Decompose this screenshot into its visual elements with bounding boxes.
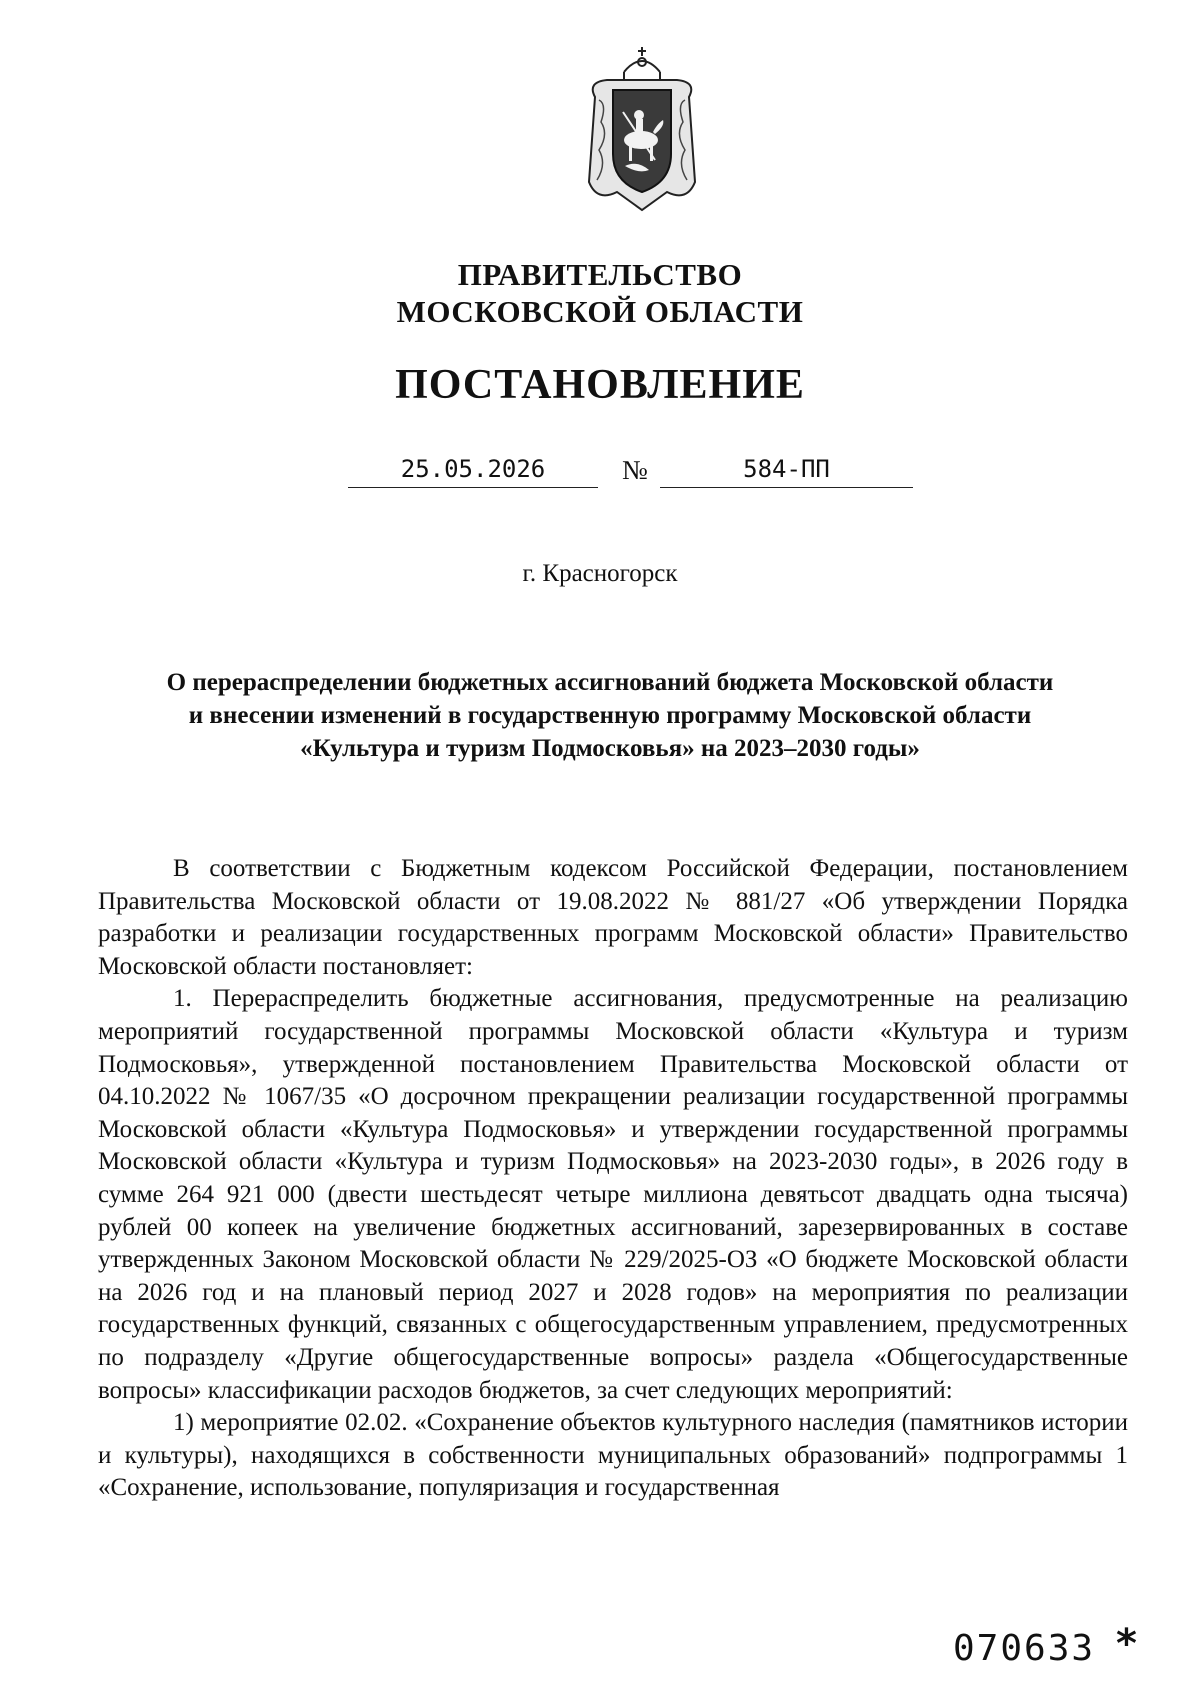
serial-number: 070633 xyxy=(953,1628,1096,1669)
document-type: ПОСТАНОВЛЕНИЕ xyxy=(395,362,805,408)
paragraph: В соответствии с Бюджетным кодексом Российской Федерации, постановлением Правительства Московской области от 19.08.2022 № 881/27 «Об утверждении Порядка разработки и реализации государственных программ Московской области» Правительство Московской области постановляет: xyxy=(98,855,1128,980)
document-date: 25.05.2026 xyxy=(348,455,598,488)
asterisk-mark: * xyxy=(1116,1621,1137,1667)
paragraph: 1) мероприятие 02.02. «Сохранение объектов культурного наследия (памятников истории и культуры), находящихся в собственности муниципальных образований» подпрограммы 1 «Сохранение, использование, популяризация и государственная xyxy=(98,1409,1128,1502)
title-line: и внесении изменений в государственную программу Московской области xyxy=(188,702,1032,729)
title-line: «Культура и туризм Подмосковья» на 2023–2030 годы» xyxy=(300,735,920,762)
number-sign: № xyxy=(622,455,648,485)
document-body xyxy=(98,853,1128,1505)
city: г. Красногорск xyxy=(522,560,678,587)
document-number: 584-ПП xyxy=(660,455,913,488)
paragraph: 1. Перераспределить бюджетные ассигнования, предусмотренные на реализацию мероприятий государственной программы Московской области «Культура и туризм Подмосковья», утвержденной постановлением Правительства Московской области от 04.10.2022 № 1067/35 «О досрочном прекращении реализации государственной программы Московской области «Культура Подмосковья» и утверждении государственной программы Московской области «Культура и туризм Подмосковья» на 2023-2030 годы», в 2026 году в сумме 264 921 000 (двести шестьдесят четыре миллиона девятьсот двадцать одна тысяча) рублей 00 копеек на увеличение бюджетных ассигнований, зарезервированных в составе утвержденных Законом Московской области № 229/2025-ОЗ «О бюджете Московской области на 2026 год и на плановый период 2027 и 2028 годов» на мероприятия по реализации государственных функций, связанных с общегосударственным управлением, предусмотренных по подразделу «Другие общегосударственные вопросы» раздела «Общегосударственные вопросы» классификации расходов бюджетов, за счет следующих мероприятий: xyxy=(98,985,1128,1404)
org-name-line1: ПРАВИТЕЛЬСТВО xyxy=(457,257,743,292)
coat-of-arms-icon xyxy=(577,42,707,212)
title-line: О перераспределении бюджетных ассигнований бюджета Московской области xyxy=(166,669,1054,696)
document-title xyxy=(120,666,1100,765)
org-name-line2: МОСКОВСКОЙ ОБЛАСТИ xyxy=(396,294,804,329)
